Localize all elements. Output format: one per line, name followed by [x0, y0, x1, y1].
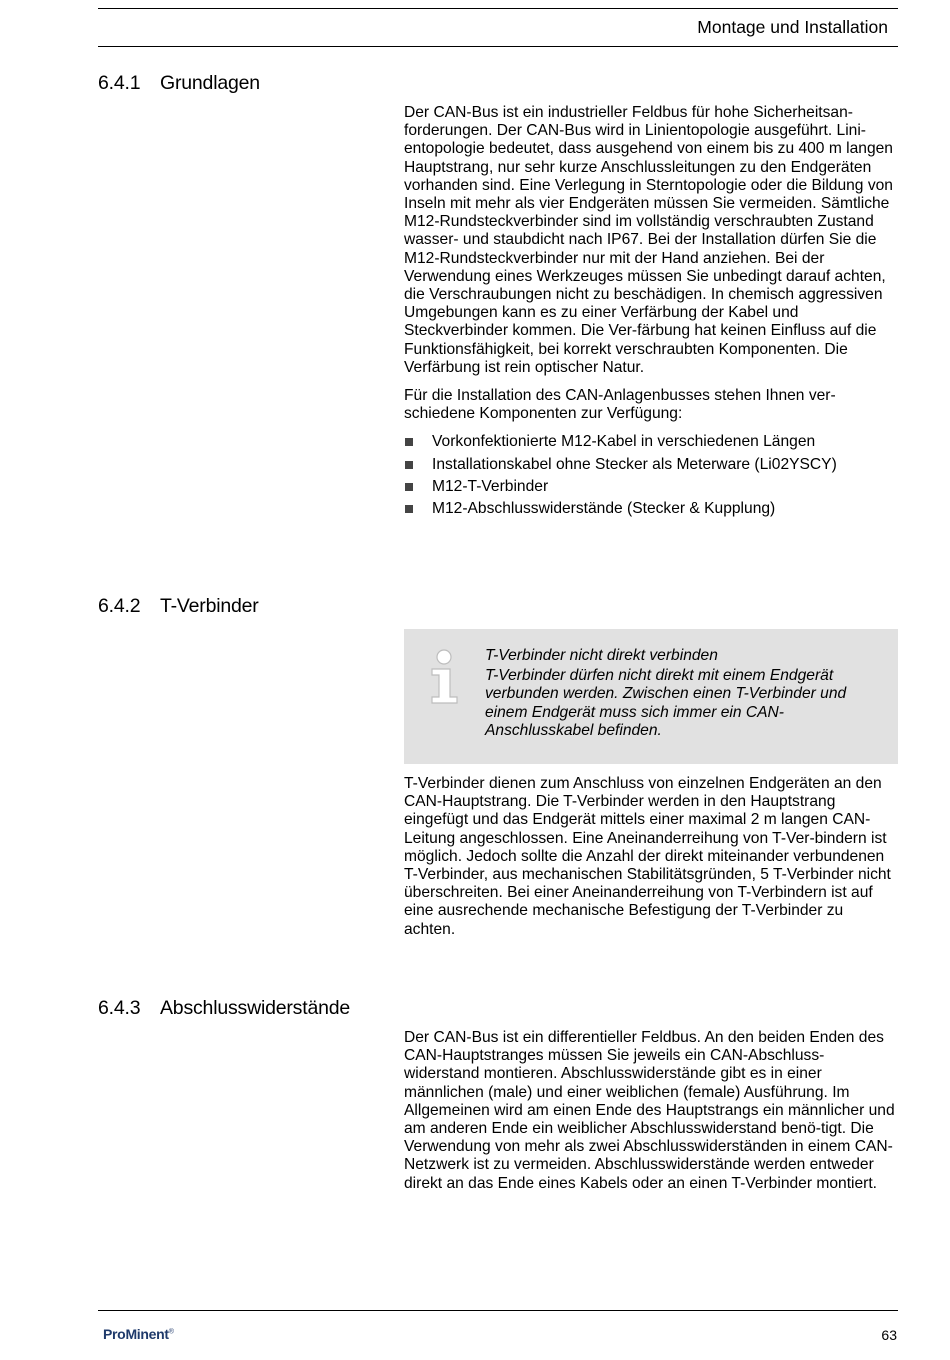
bullet-square-icon [405, 483, 413, 491]
section-heading-abschlusswiderstaende [98, 997, 350, 1020]
paragraph: Der CAN-Bus ist ein differentieller Feldbus. An den beiden Enden des CAN-Hauptstranges müssen Sie jeweils ein CAN-Abschluss-widerstand montieren. Abschlusswiderstände gibt es in einer männlichen (male) und einer weiblichen (female) Ausführung. Im Allgemeinen wird am einen Ende des Hauptstrangs ein männlicher und am anderen Ende ein weiblicher Abschlusswiderstand benö-tigt. Die Verwendung von mehr als zwei Abschlusswiderständen in einem CAN-Netzwerk ist zu vermeiden. Abschlusswiderstände werden entweder direkt an das Ende eines Kabels oder an einen T-Verbinder montiert. [404, 1029, 895, 1192]
footer-divider [98, 1310, 898, 1311]
section-number: 6.4.3 [98, 997, 141, 1019]
header-divider [98, 46, 898, 47]
prominent-logo: ProMinent® [103, 1326, 174, 1342]
header-title: Montage und Installation [697, 17, 888, 37]
section-heading-grundlagen [98, 72, 260, 95]
component-list [404, 433, 898, 518]
section-body-t-verbinder [404, 775, 898, 949]
section-body-grundlagen [404, 104, 898, 522]
list-item: M12-T-Verbinder [404, 478, 898, 496]
section-heading-t-verbinder [98, 595, 259, 618]
paragraph: Für die Installation des CAN-Anlagenbusses stehen Ihnen ver-schiedene Komponenten zur Verfügung: [404, 387, 836, 423]
list-item: Vorkonfektionierte M12-Kabel in verschiedenen Längen [404, 433, 898, 451]
section-title: T-Verbinder [160, 595, 259, 617]
list-item: Installationskabel ohne Stecker als Meterware (Li02YSCY) [404, 456, 898, 474]
page-number: 63 [881, 1327, 897, 1343]
info-icon [426, 647, 466, 707]
header-rule [98, 8, 898, 9]
section-number: 6.4.2 [98, 595, 141, 617]
bullet-square-icon [405, 438, 413, 446]
section-title: Abschlusswiderstände [160, 997, 351, 1019]
note-text [485, 647, 880, 740]
paragraph: Der CAN-Bus ist ein industrieller Feldbus für hohe Sicherheitsan-forderungen. Der CAN-Bus wird in Linientopologie ausgeführt. Lini-entopologie bedeutet, dass ausgehend von einem bis zu 400 m langen Hauptstrang, nur sehr kurze Anschlussleitungen zu den Endgeräten vorhanden sind. Eine Verlegung in Sterntopologie oder die Bildung von Inseln mit mehr als vier Endgeräten müssen Sie vermeiden. Sämtliche M12-Rundsteckverbinder sind im vollständig verschraubten Zustand wasser- und staubdicht nach IP67. Bei der Installation dürfen Sie die M12-Rundsteckverbinder nur mit der Hand anziehen. Bei der Verwendung eines Werkzeuges müssen Sie unbedingt darauf achten, die Verschraubungen nicht zu beschädigen. In chemisch aggressiven Umgebungen kann es zu einer Verfärbung der Kabel und Steckverbinder kommen. Die Ver-färbung hat keinen Einfluss auf die Funktionsfähigkeit, bei korrekt verschraubten Komponenten. Die Verfärbung ist rein optischer Natur. [404, 104, 893, 376]
section-body-abschlusswiderstaende [404, 1029, 898, 1203]
section-number: 6.4.1 [98, 72, 141, 94]
paragraph: T-Verbinder dienen zum Anschluss von einzelnen Endgeräten an den CAN-Hauptstrang. Die T-Verbinder werden in den Hauptstrang eingefügt und das Endgerät mittels einer maximal 2 m langen CAN-Leitung angeschlossen. Eine Aneinanderreihung von T-Ver-bindern ist möglich. Jedoch sollte die Anzahl der direkt miteinander verbundenen T-Verbinder, aus mechanischen Stabilitätsgründen, 5 T-Verbinder nicht überschreiten. Bei einer Aneinanderreihung von T-Verbindern ist auf eine ausrechende mechanische Befestigung der T-Verbinder zu achten. [404, 775, 891, 938]
bullet-square-icon [405, 505, 413, 513]
section-title: Grundlagen [160, 72, 260, 94]
list-item: M12-Abschlusswiderstände (Stecker & Kupplung) [404, 500, 898, 518]
note-body: T-Verbinder dürfen nicht direkt mit einem Endgerät verbunden werden. Zwischen einen T-Verbinder und einem Endgerät muss sich immer ein CAN-Anschlusskabel befinden. [485, 667, 847, 739]
info-note [404, 629, 898, 764]
bullet-square-icon [405, 461, 413, 469]
note-title: T-Verbinder nicht direkt verbinden [485, 647, 718, 664]
